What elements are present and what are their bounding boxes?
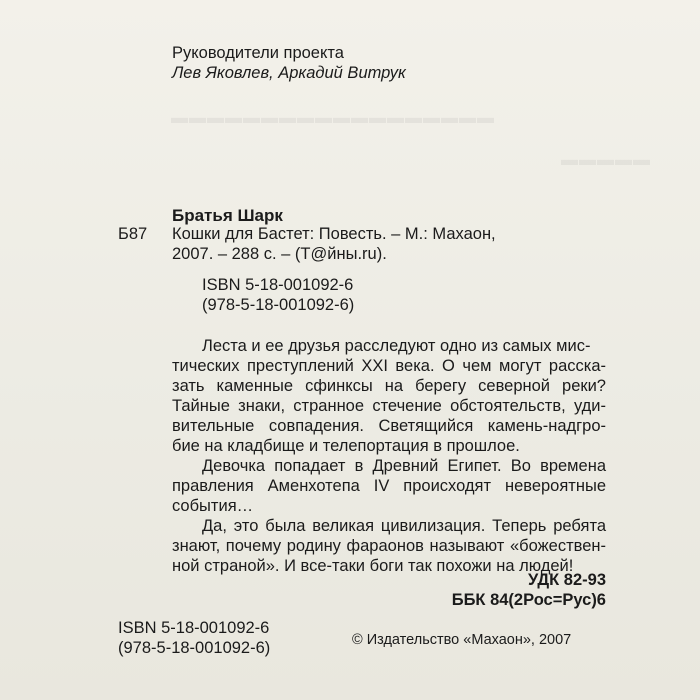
abstract-line: тических преступлений XXI века. О чем могут расска-: [172, 357, 606, 375]
isbn: ISBN 5-18-001092-6: [118, 619, 270, 637]
abstract-line: Девочка попадает в Древний Египет. Во времена: [202, 457, 606, 475]
udk-code: УДК 82-93: [527, 571, 606, 589]
bbk-code: ББК 84(2Рос=Рус)6: [451, 591, 606, 609]
author-heading: Братья Шарк: [172, 206, 283, 225]
abstract-line: Леста и ее друзья расследуют одно из самых мис-: [202, 337, 591, 355]
abstract-line: правления Аменхотепа IV происходят невероятные: [172, 477, 606, 495]
abstract-line: знают, почему родину фараонов называют «божествен-: [172, 537, 606, 555]
project-managers-names: Лев Яковлев, Аркадий Витрук: [172, 64, 406, 82]
bibliographic-line-1: Кошки для Бастет: Повесть. – М.: Махаон,: [172, 225, 496, 243]
abstract-line: бие на кладбище и телепортация в прошлое.: [172, 437, 520, 455]
abstract-line: Да, это была великая цивилизация. Теперь ребята: [202, 517, 606, 535]
abstract-line: Тайные знаки, странное стечение обстоятельств, уди-: [172, 397, 606, 415]
abstract-line: события…: [172, 497, 254, 515]
abstract-line: вительные совпадения. Светящийся камень-надгро-: [172, 417, 606, 435]
bibliographic-line-2: 2007. – 288 с. – (Т@йны.ru).: [172, 245, 387, 263]
show-through-text: ▬▬▬▬▬: [560, 150, 650, 169]
abstract-line: зать каменные сфинксы на берегу северной реки?: [172, 377, 606, 395]
project-managers-title: Руководители проекта: [172, 44, 344, 62]
isbn: ISBN 5-18-001092-6: [202, 276, 354, 294]
isbn-13: (978-5-18-001092-6): [118, 639, 271, 657]
show-through-text: ▬▬▬▬▬▬▬▬▬▬▬▬▬▬▬▬▬▬: [170, 108, 494, 127]
call-number: Б87: [118, 225, 148, 243]
copyright-notice: © Издательство «Махаон», 2007: [352, 632, 572, 648]
abstract-line: ной страной». И все-таки боги так похожи на людей!: [172, 557, 574, 575]
isbn-13: (978-5-18-001092-6): [202, 296, 355, 314]
